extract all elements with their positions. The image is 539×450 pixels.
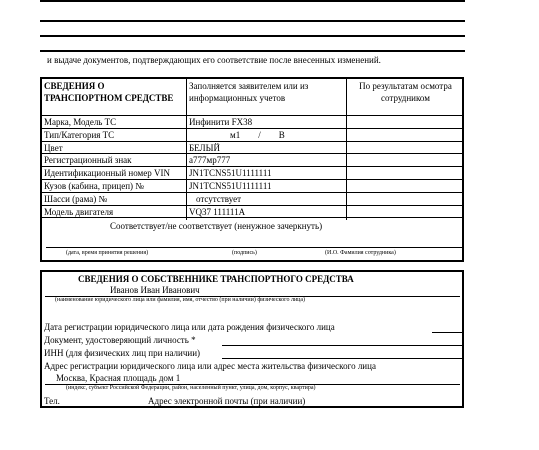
registration-date-field	[432, 332, 462, 333]
address-label: Адрес регистрации юридического лица или адрес места жительства физического лица	[44, 361, 376, 371]
form-rule	[40, 0, 465, 2]
owner-name: Иванов Иван Иванович	[110, 285, 200, 295]
owner-section-heading: СВЕДЕНИЯ О СОБСТВЕННИКЕ ТРАНСПОРТНОГО СРЕДСТВА	[78, 274, 354, 284]
vehicle-field-value: а777мр777	[189, 155, 231, 166]
id-document-field	[222, 345, 462, 346]
conformity-text: Соответствует/не соответствует (ненужное зачеркнуть)	[110, 221, 323, 231]
vehicle-field-label: Цвет	[44, 142, 63, 153]
phone-label: Тел.	[44, 396, 60, 406]
vehicle-field-label: Модель двигателя	[44, 206, 114, 217]
form-rule	[40, 20, 465, 22]
registration-date-label: Дата регистрации юридического лица или дата рождения физического лица	[44, 322, 335, 332]
table-divider	[186, 79, 187, 220]
vehicle-field-value: JN1TCNS51U1111111	[189, 168, 272, 179]
signature-caption: (подпись)	[232, 250, 257, 256]
inn-label: ИНН (для физических лиц при наличии)	[44, 348, 201, 358]
vehicle-field-label: Шасси (рама) №	[44, 193, 108, 204]
signature-line	[46, 247, 462, 248]
officer-name-caption: (И.О. Фамилия сотрудника)	[325, 250, 396, 256]
vehicle-field-value: Инфинити FX38	[189, 117, 253, 127]
phone-field	[62, 406, 146, 407]
datetime-caption: (дата, время принятия решения)	[66, 250, 149, 256]
form-rule	[40, 35, 465, 37]
address-value: Москва, Красная площадь дом 1	[56, 373, 181, 383]
vehicle-field-label: Идентификационный номер VIN	[44, 168, 170, 179]
applicant-column-heading: Заполняется заявителем или из информационных учетов	[189, 81, 309, 103]
id-document-label: Документ, удостоверяющий личность *	[44, 335, 196, 345]
email-label: Адрес электронной почты (при наличии)	[148, 396, 306, 406]
table-row-separator	[42, 217, 462, 218]
vehicle-field-value: отсутствует	[196, 193, 242, 204]
vehicle-field-label: Марка, Модель ТС	[44, 117, 117, 127]
vehicle-field-label: Кузов (кабина, прицеп) №	[44, 181, 144, 191]
document-intro-text: и выдаче документов, подтверждающих его соответствие после внесенных изменений.	[47, 55, 381, 65]
vehicle-section-heading: СВЕДЕНИЯ О ТРАНСПОРТНОМ СРЕДСТВЕ	[44, 81, 174, 103]
inn-field	[222, 358, 462, 359]
address-caption: (индекс, субъект Российской Федерации, район, населенный пункт, улица, дом, корпус, квартира)	[66, 385, 316, 391]
form-rule	[40, 50, 465, 52]
owner-name-caption: (наименование юридического лица или фамилия, имя, отчество (при наличии) физического лица)	[55, 297, 306, 303]
inspection-column-heading: По результатам осмотра сотрудником	[359, 81, 452, 103]
email-field	[305, 406, 425, 407]
vehicle-field-label: Тип/Категория ТС	[44, 129, 115, 140]
vehicle-field-value: VQ37 111111A	[189, 206, 246, 217]
vehicle-field-label: Регистрационный знак	[44, 155, 132, 166]
vehicle-field-value: JN1TCNS51U1111111	[189, 181, 272, 191]
vehicle-field-value: БЕЛЫЙ	[189, 142, 220, 153]
vehicle-field-value: м1 / В	[230, 129, 285, 140]
